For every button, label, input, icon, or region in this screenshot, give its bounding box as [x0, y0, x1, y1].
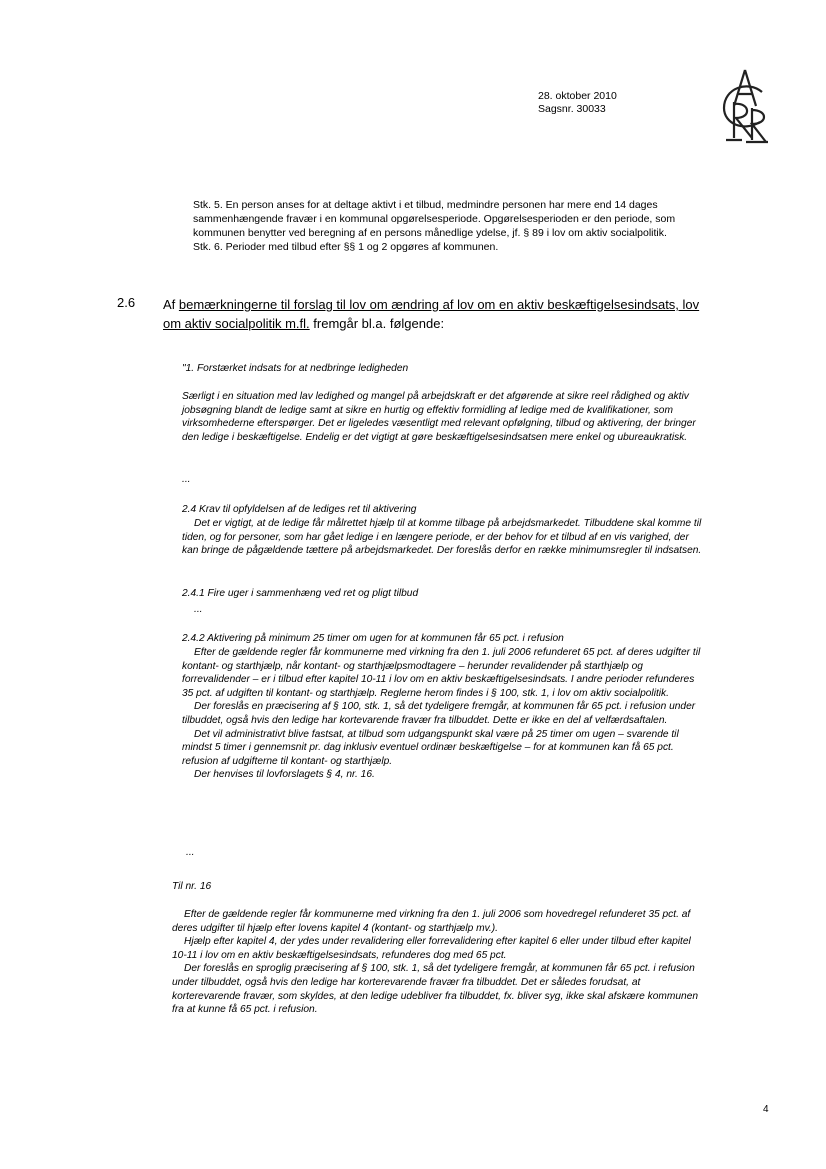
- paragraph-2-4-2-c: Det vil administrativt blive fastsat, at tilbud som udgangspunkt skal være på 25 timer om ugen – svarende til mindst 5 timer i gennemsnit pr. dag inklusiv eventuel ordinær beskæftigelse – for at kommunen kan få 65 pct. refusion af udgifterne til kontant- og starthjælp.: [182, 728, 679, 767]
- ellipsis: ...: [182, 474, 191, 485]
- paragraph-2-4-2-d: Der henvises til lovforslagets § 4, nr. 16.: [194, 769, 375, 781]
- ellipsis: ...: [194, 604, 203, 615]
- quoted-law-text: [193, 198, 713, 254]
- heading-til-nr-16: Til nr. 16: [172, 881, 212, 892]
- page-number: 4: [763, 1104, 769, 1115]
- paragraph-2-4: Det er vigtigt, at de ledige får målrettet hjælp til at komme tilbage på arbejdsmarkedet. Tilbuddene skal komme til tiden, og for personer, som har gået ledige i en længere periode, er der behov for et tilbud af en vis varighed, der kan bringe de pågældende tættere på arbejdsmarkedet. Der foreslås derfor en række minimumsregler til indsatsen.: [182, 518, 702, 557]
- paragraph-16-c: Der foreslås en sproglig præcisering af § 100, stk. 1, så det tydeligere fremgår, at kommunen får 65 pct. i refusion under tilbuddet, også hvis den ledige har korterevarende fravær fra tilbuddet. Det er således forudsat, at korterevarende fravær, som skyldes, at den ledige udebliver fra tilbuddet, fx. bliver syg, ikke skal afskære kommunen fra at kunne få 65 pct. i refusion.: [172, 963, 699, 1016]
- law-remarks-link[interactable]: bemærkningerne til forslag til lov om ændring af lov om en aktiv beskæftigelsesindsats, lov om aktiv socialpolitik m.fl.: [163, 297, 700, 331]
- section-number: 2.6: [117, 295, 136, 310]
- paragraph-2-4-2-b: Der foreslås en præcisering af § 100, stk. 1, så det tydeligere fremgår, at kommunen får 65 pct. i refusion under tilbuddet, også hvis den ledige har kortevarende fravær fra tilbuddet. Dette er ikke en del af velfærdsaftalen.: [182, 701, 696, 726]
- stk6-paragraph: Stk. 6. Perioder med tilbud efter §§ 1 og 2 opgøres af kommunen.: [193, 241, 499, 253]
- heading-2-4-1: 2.4.1 Fire uger i sammenhæng ved ret og pligt tilbud: [182, 588, 419, 599]
- heading-2-4-2: 2.4.2 Aktivering på minimum 25 timer om ugen for at kommunen får 65 pct. i refusion: [182, 633, 564, 644]
- til-nr-16-body: [172, 908, 707, 1017]
- heading-2-4: 2.4 Krav til opfyldelsen af de lediges ret til aktivering: [182, 504, 417, 515]
- paragraph-2-4-2-a: Efter de gældende regler får kommunerne med virkning fra den 1. juli 2006 refunderet 65 pct. af deres udgifter til kontant- og starthjælp, når kontant- og starthjælpsmodtagere – herunder revalidender på starthjælp og forrevalidender – er i tilbud efter kapitel 10-11 i lov om en aktiv beskæftigelsesindsats. I andre perioder refunderes 35 pct. af udgiften til kontant- og starthjælp. Reglerne herom findes i § 100, stk. 1, i lov om aktiv socialpolitik.: [182, 647, 701, 699]
- paragraph-16-a: Efter de gældende regler får kommunerne med virkning fra den 1. juli 2006 som hovedregel refunderet 35 pct. af deres udgifter til hjælp efter lovens kapitel 4 (kontant- og starthjælp mv.).: [172, 909, 691, 934]
- paragraph-16-b: Hjælp efter kapitel 4, der ydes under revalidering eller forrevalidering efter kapitel 6 eller under tilbud efter kapitel 10-11 i lov om en aktiv beskæftigelsesindsats, refunderes dog med 65 pct.: [172, 936, 691, 961]
- header-date-block: [538, 90, 617, 116]
- ellipsis: ...: [186, 847, 195, 858]
- section-prefix: Af: [163, 297, 179, 312]
- section-intro: [163, 295, 703, 333]
- section-2-4-2-body: [182, 646, 707, 782]
- document-date: 28. oktober 2010: [538, 90, 617, 102]
- stk5-paragraph: Stk. 5. En person anses for at deltage aktivt i et tilbud, medmindre personen har mere end 14 dages sammenhængende fravær i en kommunal opgørelsesperiode. Opgørelsesperioden er den periode, som kommunen benytter ved beregning af en persons månedlige ydelse, jf. § 89 i lov om aktiv socialpolitik.: [193, 199, 676, 239]
- case-number: Sagsnr. 30033: [538, 103, 606, 115]
- section-suffix: fremgår bl.a. følgende:: [309, 316, 445, 331]
- logo-monogram: [718, 66, 772, 144]
- heading-1: "1. Forstærket indsats for at nedbringe ledigheden: [182, 363, 409, 374]
- paragraph-1: Særligt i en situation med lav ledighed og mangel på arbejdskraft er det afgørende at sikre reel rådighed og aktiv jobsøgning blandt de ledige samt at sikre en hurtig og effektiv formidling af ledige med de kvalifikationer, som virksomhederne efterspørger. Det er ligeledes væsentligt med relevant opfølgning, tilbud og aktivering, der bringer den ledige i beskæftigelse. Endelig er det vigtigt at gøre beskæftigelsesindsatsen mere enkel og ubureaukratisk.: [182, 391, 696, 443]
